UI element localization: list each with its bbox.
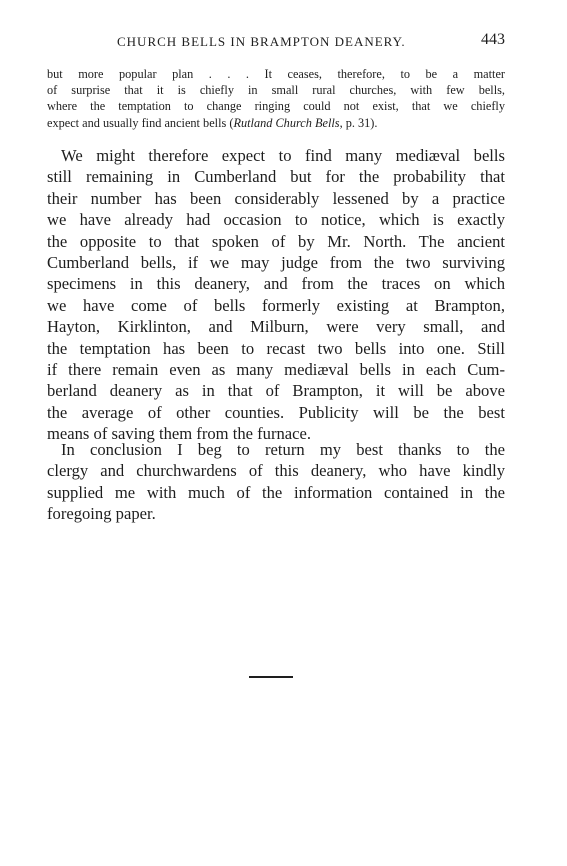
paragraph-line: we have come of bells formerly existing at Brampton,	[47, 295, 505, 315]
quote-line: where the temptation to change ringing could not exist, that we chiefly	[47, 99, 505, 114]
paragraph-line: if there remain even as many mediæval bells in each Cum-	[47, 360, 505, 380]
paragraph-line: the opposite to that spoken of by Mr. North. The ancient	[47, 231, 505, 251]
paragraph-line: clergy and churchwardens of this deanery, who have kindly	[47, 461, 505, 481]
paragraph-line: Cumberland bells, if we may judge from the two surviving	[47, 253, 505, 273]
paragraph-line: Hayton, Kirklinton, and Milburn, were very small, and	[47, 317, 505, 337]
paragraph-line: their number has been considerably lessened by a practice	[47, 188, 505, 208]
paragraph-line: In conclusion I beg to return my best thanks to the	[61, 440, 505, 459]
paragraph-line: the temptation has been to recast two bells into one. Still	[47, 338, 505, 358]
page-number: 443	[481, 31, 505, 48]
paragraph-line: We might therefore expect to find many mediæval bells	[61, 146, 505, 165]
paragraph-line: foregoing paper.	[47, 504, 156, 524]
quote-line: of surprise that it is chiefly in small rural churches, with few bells,	[47, 83, 505, 98]
paragraph-line: berland deanery as in that of Brampton, it will be above	[47, 381, 505, 401]
running-title: CHURCH BELLS IN BRAMPTON DEANERY.	[117, 34, 406, 49]
cited-book-title: Rutland Church Bells	[233, 115, 340, 130]
paragraph-conclusion	[47, 439, 505, 525]
paragraph-line: the average of other counties. Publicity will be the best	[47, 402, 505, 422]
end-rule	[249, 676, 293, 678]
paragraph-mediaeval-bells	[47, 145, 505, 445]
paragraph-line: means of saving them from the furnace.	[47, 424, 312, 444]
running-head	[47, 31, 505, 54]
quote-line-citation: expect and usually find ancient bells (Rutland Church Bells, p. 31).	[47, 115, 378, 130]
paragraph-line: supplied me with much of the information contained in the	[47, 482, 505, 502]
quoted-passage	[47, 66, 505, 131]
paragraph-line: still remaining in Cumberland but for the probability that	[47, 167, 505, 187]
paragraph-line: specimens in this deanery, and from the traces on which	[47, 274, 505, 294]
quote-line: but more popular plan . . . It ceases, therefore, to be a matter	[47, 67, 505, 81]
paragraph-line: we have already had occasion to notice, which is exactly	[47, 210, 505, 230]
